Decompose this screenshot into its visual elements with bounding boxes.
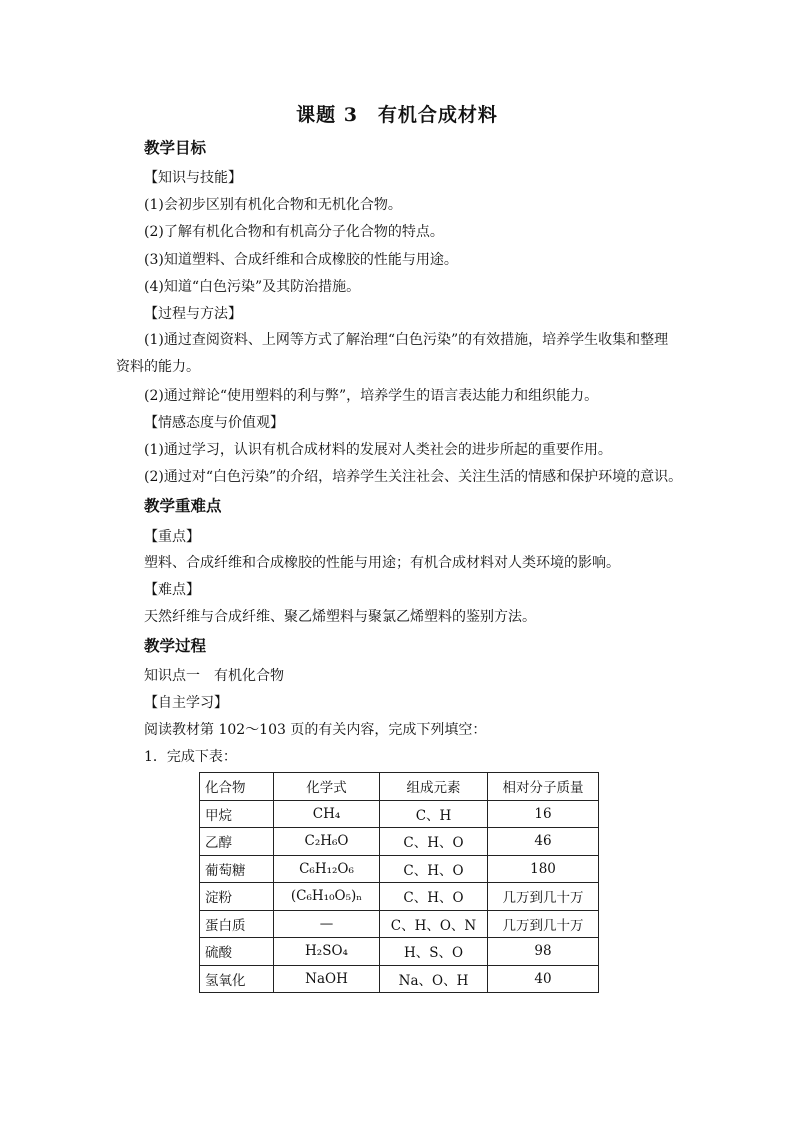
table-cell: 几万到几十万: [488, 883, 599, 911]
table-cell: 氢氧化: [200, 965, 274, 993]
knowledge-heading: 【知识与技能】: [144, 170, 242, 186]
difficulty-heading: 【难点】: [144, 582, 200, 598]
reading-instruction: 阅读教材第 102～103 页的有关内容，完成下列填空：: [144, 722, 487, 738]
page-title: 课题 3 有机合成材料: [296, 104, 498, 126]
table-cell: NaOH: [274, 965, 380, 993]
knowledge-item: (1)会初步区别有机化合物和无机化合物。: [144, 197, 402, 213]
difficulty-text: 天然纤维与合成纤维、聚乙烯塑料与聚氯乙烯塑料的鉴别方法。: [144, 609, 536, 625]
table-row: [200, 800, 599, 828]
table-cell: 乙醇: [200, 828, 274, 856]
knowledge-item: (4)知道“白色污染”及其防治措施。: [144, 279, 361, 295]
table-cell: 淀粉: [200, 883, 274, 911]
attitude-heading: 【情感态度与价值观】: [144, 415, 284, 431]
process-item: (2)通过辩论“使用塑料的利与弊”，培养学生的语言表达能力和组织能力。: [144, 388, 599, 404]
attitude-item: (1)通过学习，认识有机合成材料的发展对人类社会的进步所起的重要作用。: [144, 442, 612, 458]
knowledge-item: (3)知道塑料、合成纤维和合成橡胶的性能与用途。: [144, 252, 458, 268]
goals-heading: 教学目标: [144, 138, 207, 157]
compound-table: [199, 772, 599, 993]
table-cell: CH₄: [274, 800, 380, 828]
table-cell: 几万到几十万: [488, 910, 599, 938]
table-cell: H₂SO₄: [274, 938, 380, 966]
table-cell: 葡萄糖: [200, 855, 274, 883]
table-cell: 40: [488, 965, 599, 993]
teaching-process-heading: 教学过程: [144, 636, 207, 655]
table-cell: C、H、O、N: [380, 910, 488, 938]
table-cell: —: [274, 910, 380, 938]
table-cell: 46: [488, 828, 599, 856]
table-cell: C₂H₆O: [274, 828, 380, 856]
table-cell: H、S、O: [380, 938, 488, 966]
focus-heading: 【重点】: [144, 529, 200, 545]
knowledge-item: (2)了解有机化合物和有机高分子化合物的特点。: [144, 224, 444, 240]
table-row: [200, 883, 599, 911]
table-cell: C₆H₁₂O₆: [274, 855, 380, 883]
knowledge-point-1: 知识点一 有机化合物: [144, 668, 284, 684]
table-row: [200, 828, 599, 856]
focus-text: 塑料、合成纤维和合成橡胶的性能与用途；有机合成材料对人类环境的影响。: [144, 555, 620, 571]
table-cell: 硫酸: [200, 938, 274, 966]
table-cell: 16: [488, 800, 599, 828]
table-cell: C、H、O: [380, 855, 488, 883]
table-cell: C、H: [380, 800, 488, 828]
table-row: [200, 855, 599, 883]
table-cell: C、H、O: [380, 883, 488, 911]
header-cell: 组成元素: [380, 773, 488, 801]
table-cell: 蛋白质: [200, 910, 274, 938]
table-cell: 甲烷: [200, 800, 274, 828]
header-cell: 化学式: [274, 773, 380, 801]
table-cell: Na、O、H: [380, 965, 488, 993]
table-cell: 180: [488, 855, 599, 883]
header-cell: 相对分子质量: [488, 773, 599, 801]
process-item: (1)通过查阅资料、上网等方式了解治理“白色污染”的有效措施，培养学生收集和整理资料的能力。: [116, 332, 669, 375]
attitude-item: (2)通过对“白色污染”的介绍，培养学生关注社会、关注生活的情感和保护环境的意识。: [144, 469, 683, 485]
task-1: 1．完成下表：: [144, 749, 237, 765]
header-cell: 化合物: [200, 773, 274, 801]
table-row: [200, 910, 599, 938]
table-cell: C、H、O: [380, 828, 488, 856]
process-heading: 【过程与方法】: [144, 306, 242, 322]
table-row: [200, 938, 599, 966]
table-row: [200, 965, 599, 993]
table-header-row: [200, 773, 599, 801]
self-study-heading: 【自主学习】: [144, 695, 228, 711]
table-cell: 98: [488, 938, 599, 966]
table-cell: (C₆H₁₀O₅)ₙ: [274, 883, 380, 911]
key-difficulty-heading: 教学重难点: [144, 496, 222, 515]
